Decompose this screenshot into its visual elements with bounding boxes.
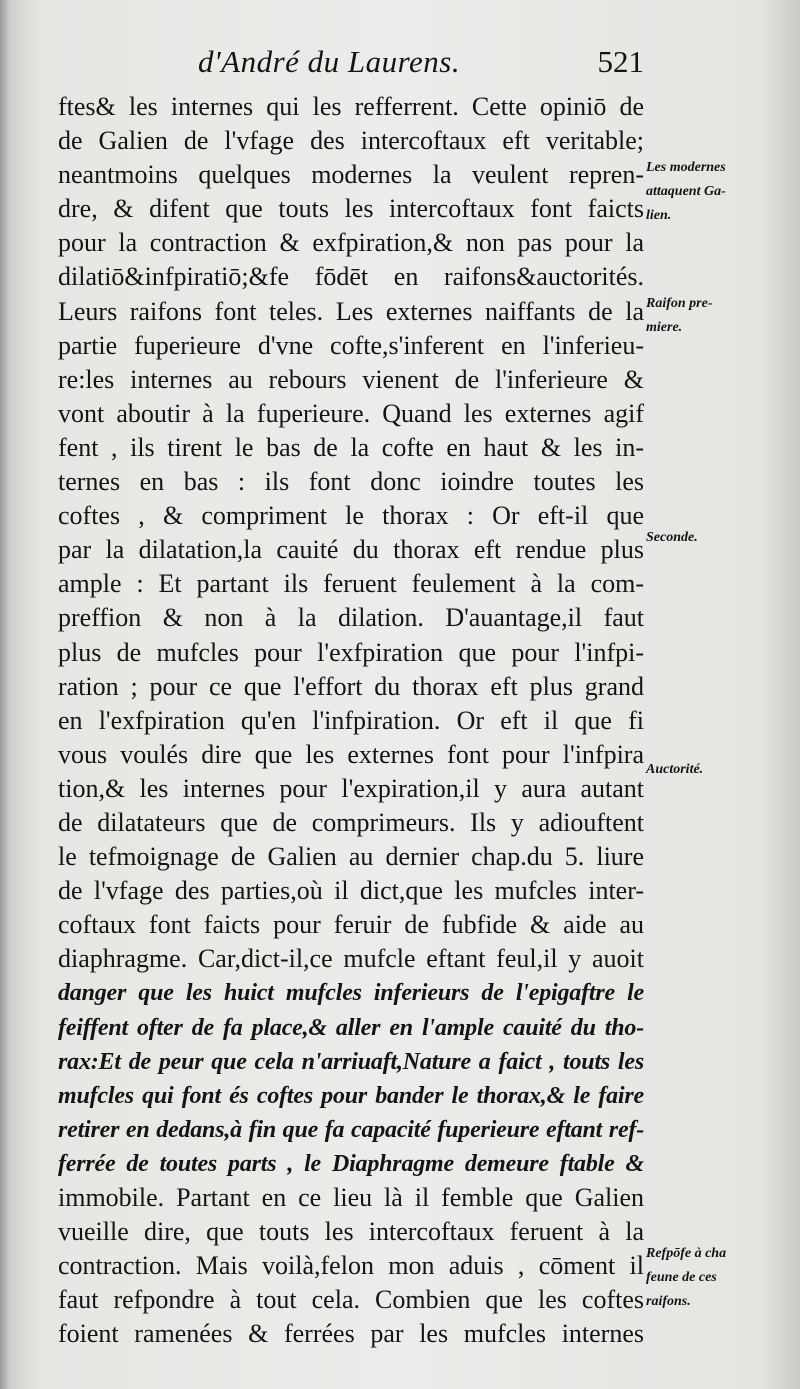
text-line: faut refpondre à tout cela. Combien que les coftes xyxy=(58,1285,644,1315)
margin-note-line: attaquent Ga- xyxy=(646,184,726,199)
text-line: vous voulés dire que les externes font pour l'infpira xyxy=(58,739,644,769)
margin-note-line: raifons. xyxy=(646,1294,691,1309)
text-line: ferrée de toutes parts , le Diaphragme demeure ftable & xyxy=(58,1150,644,1177)
text-line: feiffent ofter de fa place,& aller en l'ample cauité du tho- xyxy=(58,1014,644,1041)
margin-note-line: Refpōfe à cha xyxy=(646,1246,727,1261)
margin-note-raison-premiere xyxy=(646,292,713,340)
text-line: preffion & non à la dilation. D'auantage,il faut xyxy=(58,603,644,633)
margin-note-line: lien. xyxy=(646,208,672,223)
page-number: 521 xyxy=(597,44,644,79)
running-head xyxy=(190,40,650,86)
text-line: de dilatateurs que de comprimeurs. Ils y adiouftent xyxy=(58,807,644,837)
margin-note-line: Les modernes xyxy=(646,160,726,175)
text-line: dilatiō&infpiratiō;&fe fōdēt en raifons&auctorités. xyxy=(58,262,644,292)
text-line: en l'exfpiration qu'en l'infpiration. Or eft il que fi xyxy=(58,705,644,735)
text-line: ternes en bas : ils font donc ioindre toutes les xyxy=(58,467,644,497)
text-line: vueille dire, que touts les intercoftaux feruent à la xyxy=(58,1217,644,1247)
text-line: ample : Et partant ils feruent feulement à la com- xyxy=(58,569,644,599)
text-line: fent , ils tirent le bas de la cofte en haut & les in- xyxy=(58,432,644,462)
text-line: coftes , & compriment le thorax : Or eft-il que xyxy=(58,501,644,531)
text-line: mufcles qui font és coftes pour bander le thorax,& le faire xyxy=(58,1082,644,1109)
text-line: ftes& les internes qui les refferrent. Cette opiniō de xyxy=(58,92,644,121)
text-line: contraction. Mais voilà,felon mon aduis , cōment il xyxy=(58,1251,644,1281)
margin-note-line: Raifon pre- xyxy=(646,296,713,311)
text-line: de Galien de l'vfage des intercoftaux eft veritable; xyxy=(58,126,644,156)
text-line: Leurs raifons font teles. Les externes naiffants de la xyxy=(58,296,644,326)
margin-note-line: Seconde. xyxy=(646,530,698,545)
text-line: retirer en dedans,à fin que fa capacité fuperieure eftant ref- xyxy=(58,1116,644,1143)
text-line: pour la contraction & exfpiration,& non pas pour la xyxy=(58,228,644,258)
text-line: re:les internes au rebours vienent de l'inferieure & xyxy=(58,364,644,394)
text-line: partie fuperieure d'vne cofte,s'inferent en l'inferieu- xyxy=(58,330,644,360)
text-line: vont aboutir à la fuperieure. Quand les externes agif xyxy=(58,398,644,428)
margin-note-auctorite xyxy=(646,758,703,782)
text-line: diaphragme. Car,dict-il,ce mufcle eftant feul,il y auoit xyxy=(58,944,644,974)
body-text xyxy=(58,90,644,1351)
text-line: immobile. Partant en ce lieu là il femble que Galien xyxy=(58,1183,644,1212)
text-line: danger que les huict mufcles inferieurs de l'epigaftre le xyxy=(58,980,644,1007)
margin-note-modernes xyxy=(646,156,726,228)
text-line: de l'vfage des parties,où il dict,que les mufcles inter- xyxy=(58,876,644,906)
margin-note-line: miere. xyxy=(646,320,683,335)
text-line: coftaux font faicts pour feruir de fubfide & aide au xyxy=(58,910,644,940)
text-line: le tefmoignage de Galien au dernier chap.du 5. liure xyxy=(58,842,644,872)
text-line: par la dilatation,la cauité du thorax eft rendue plus xyxy=(58,535,644,565)
margin-note-line: feune de ces xyxy=(646,1270,717,1285)
text-line: plus de mufcles pour l'exfpiration que pour l'infpi- xyxy=(58,637,644,667)
text-line: foient ramenées & ferrées par les mufcles internes xyxy=(58,1319,644,1349)
running-title: d'André du Laurens. xyxy=(198,44,461,79)
margin-note-line: Auctorité. xyxy=(646,762,704,777)
text-line: rax:Et de peur que cela n'arriuaft,Nature a faict , touts les xyxy=(58,1048,644,1075)
text-line: ration ; pour ce que l'effort du thorax eft plus grand xyxy=(58,671,644,701)
text-line: tion,& les internes pour l'expiration,il y aura autant xyxy=(58,773,644,803)
text-line: neantmoins quelques modernes la veulent repren- xyxy=(58,160,644,190)
margin-note-responce xyxy=(646,1242,726,1314)
margin-note-seconde xyxy=(646,526,698,550)
text-line: dre, & difent que touts les intercoftaux font faicts xyxy=(58,194,644,224)
